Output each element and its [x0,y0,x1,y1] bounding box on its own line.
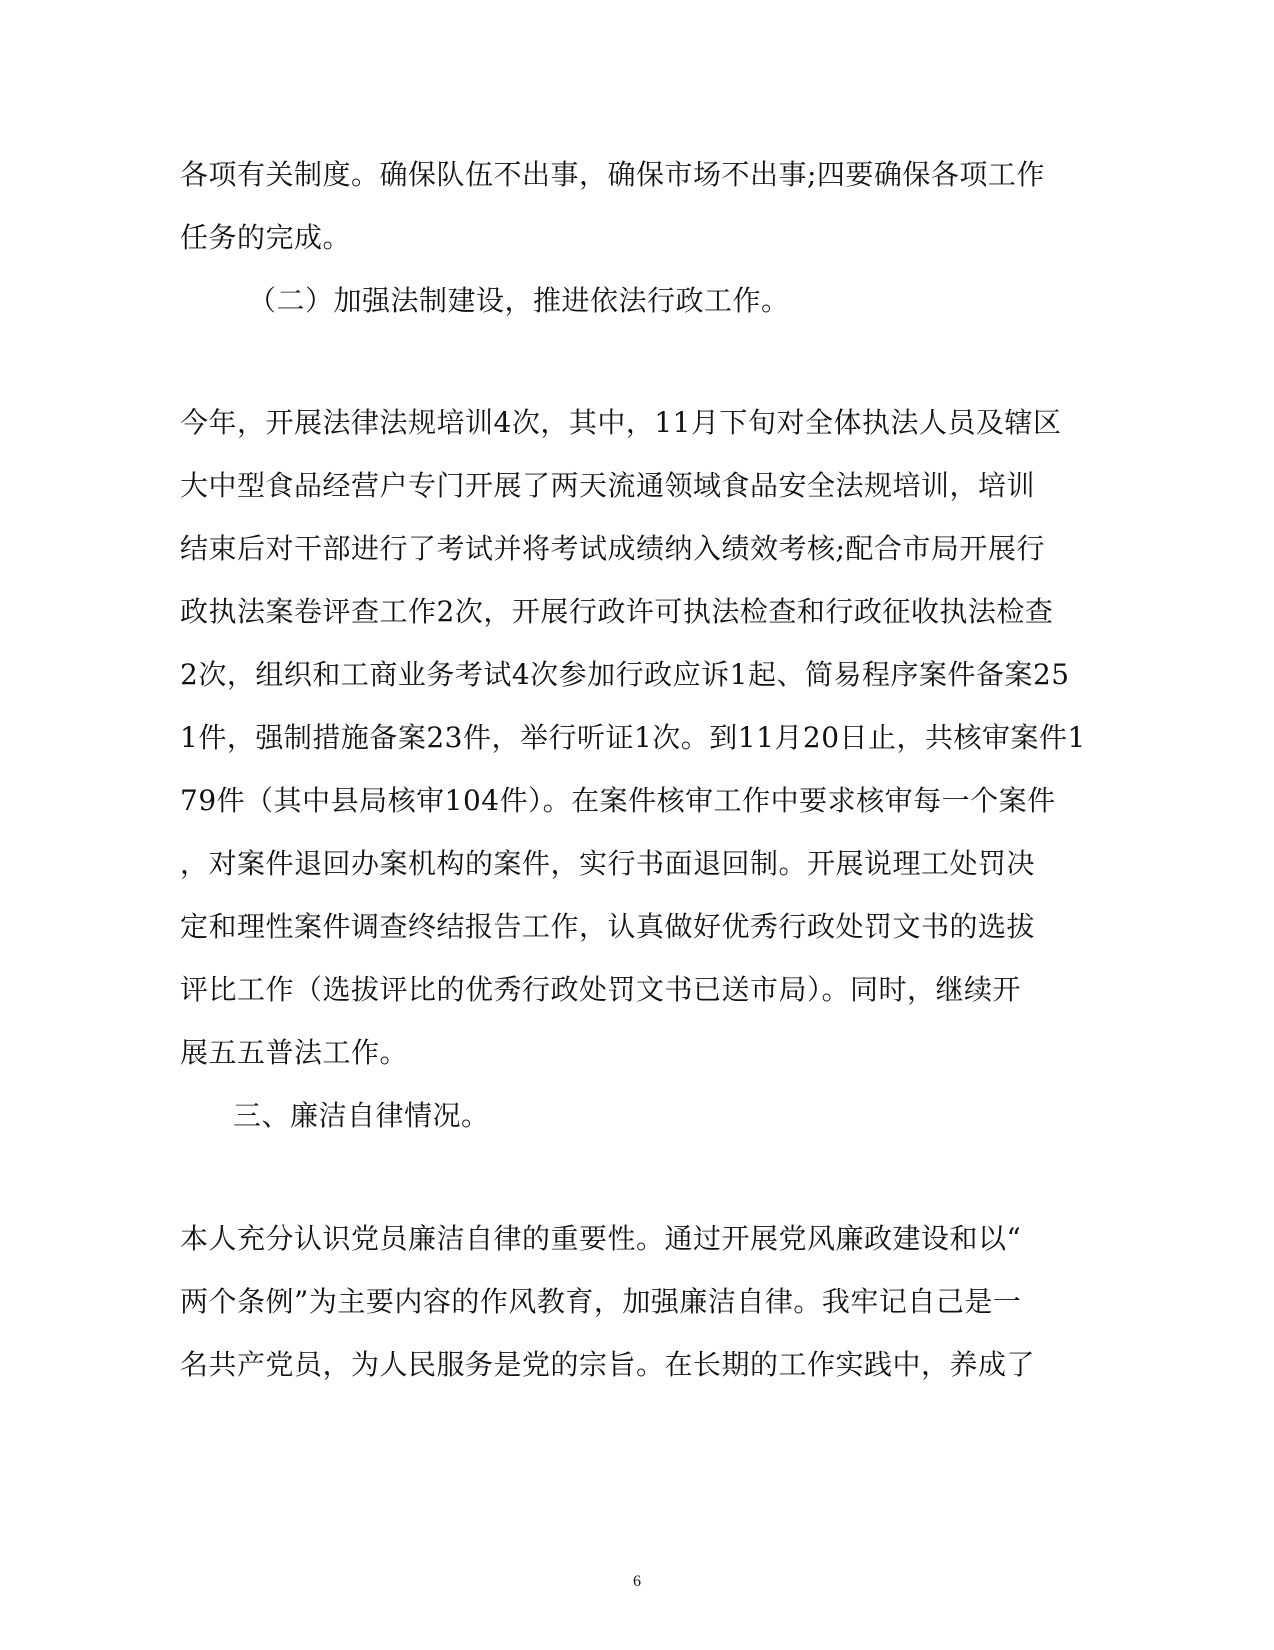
text-line-1: 各项有关制度。确保队伍不出事，确保市场不出事;四要确保各项工作 [180,158,1045,191]
text-line-10: 79件（其中县局核审104件）。在案件核审工作中要求核审每一个案件 [180,784,1056,817]
text-line-7: 政执法案卷评查工作2次，开展行政许可执法检查和行政征收执法检查 [180,595,1054,628]
text-line-14: 展五五普法工作。 [180,1036,409,1069]
text-line-11: ，对案件退回办案机构的案件，实行书面退回制。开展说理工处罚决 [180,847,1036,880]
text-line-8: 2次，组织和工商业务考试4次参加行政应诉1起、简易程序案件备案25 [180,658,1070,691]
text-line-6: 结束后对干部进行了考试并将考试成绩纳入绩效考核;配合市局开展行 [180,532,1045,565]
text-line-5: 大中型食品经营户专门开展了两天流通领域食品安全法规培训，培训 [180,469,1036,502]
section-heading-integrity: 三、廉洁自律情况。 [233,1099,490,1132]
text-line-12: 定和理性案件调查终结报告工作，认真做好优秀行政处罚文书的选拔 [180,910,1036,943]
text-line-13: 评比工作（选拔评比的优秀行政处罚文书已送市局）。同时，继续开 [180,973,1022,1006]
text-line-17: 两个条例”为主要内容的作风教育，加强廉洁自律。我牢记自己是一 [180,1285,1022,1318]
text-line-16: 本人充分认识党员廉洁自律的重要性。通过开展党风廉政建设和以“ [180,1222,1022,1255]
text-line-18: 名共产党员，为人民服务是党的宗旨。在长期的工作实践中，养成了 [180,1348,1036,1381]
text-line-9: 1件，强制措施备案23件，举行听证1次。到11月20日止，共核审案件1 [180,721,1086,754]
page-number: 6 [633,1573,641,1590]
text-line-4: 今年，开展法律法规培训4次，其中，11月下旬对全体执法人员及辖区 [180,406,1062,439]
text-line-2: 任务的完成。 [180,221,352,254]
section-heading-legal: （二）加强法制建设，推进依法行政工作。 [248,284,790,317]
